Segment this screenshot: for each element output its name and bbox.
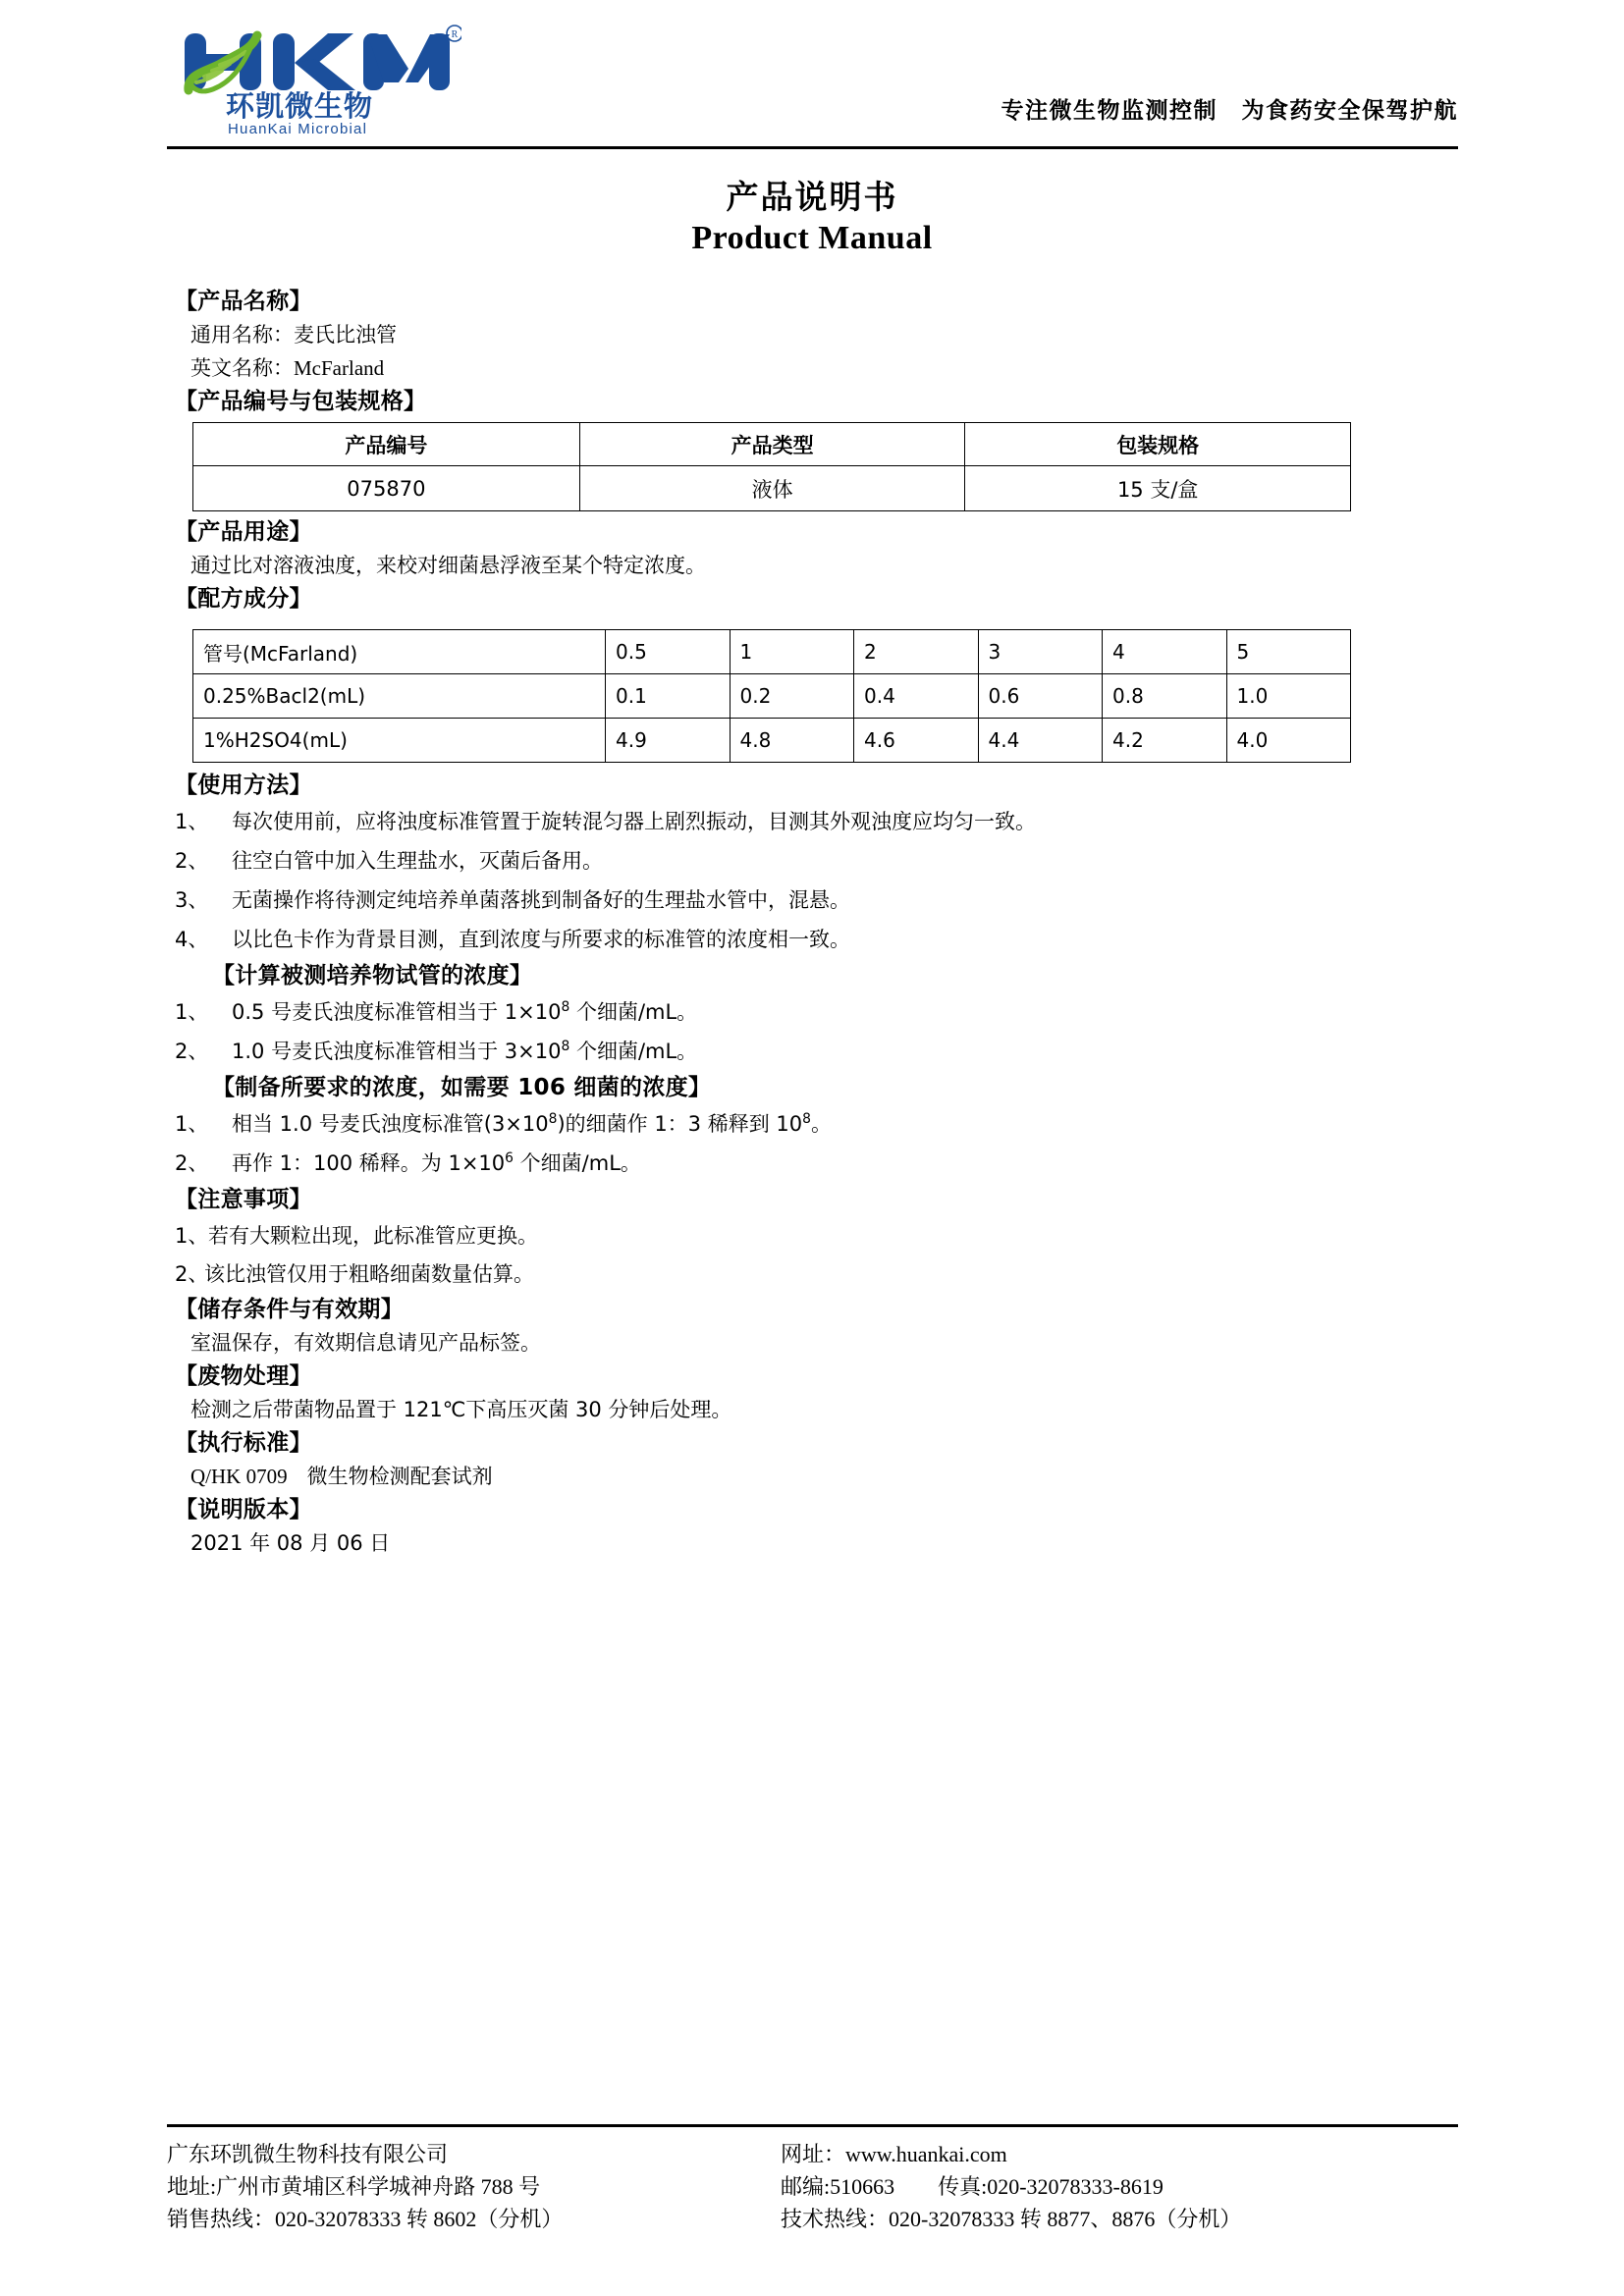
page-header <box>167 22 1458 137</box>
version-date: 2021 年 08 月 06 日 <box>190 1531 391 1555</box>
usage-item <box>175 920 1451 959</box>
footer-website: 网址：www.huankai.com <box>781 2142 1007 2166</box>
footer-column-right <box>781 2138 1241 2235</box>
usage-item-text: 无菌操作将待测定纯培养单菌落挑到制备好的生理盐水管中，混悬。 <box>232 888 850 912</box>
formula-cell: 0.1 <box>606 674 731 719</box>
formula-cell: 4.6 <box>854 719 979 763</box>
caution-item <box>175 1255 1451 1293</box>
usage-item-text: 以比色卡作为背景目测，直到浓度与所要求的标准管的浓度相一致。 <box>232 928 850 951</box>
col-header-package-spec: 包装规格 <box>965 423 1351 466</box>
calc-item-text <box>232 992 697 1032</box>
calc-item-text <box>232 1032 697 1071</box>
standard-name: 微生物检测配套试剂 <box>306 1465 493 1488</box>
calc-item-exponent: 8 <box>561 999 570 1015</box>
footer-address: 地址:广州市黄埔区科学城神舟路 788 号 <box>167 2174 541 2199</box>
usage-item-number: 3、 <box>175 888 209 912</box>
prepare-exponent-2: 8 <box>802 1111 811 1127</box>
formula-cell: 4.8 <box>730 719 854 763</box>
section-heading-calc-concentration: 【计算被测培养物试管的浓度】 <box>212 963 533 988</box>
table-row <box>193 466 1351 511</box>
formula-cell: 4.9 <box>606 719 731 763</box>
prepare-item <box>175 1104 1451 1144</box>
section-heading-waste: 【废物处理】 <box>175 1363 312 1389</box>
product-common-name-value: 麦氏比浊管 <box>294 323 397 347</box>
document-body <box>175 285 1451 1560</box>
prepare-part-3: 。 <box>810 1112 832 1136</box>
waste-text: 检测之后带菌物品置于 121℃下高压灭菌 30 分钟后处理。 <box>190 1398 732 1421</box>
product-english-name-line <box>175 351 1451 385</box>
section-heading-prepare-concentration: 【制备所要求的浓度，如需要 106 细菌的浓度】 <box>212 1075 712 1100</box>
caution-item <box>175 1216 1451 1255</box>
table-header-row <box>193 423 1351 466</box>
calc-item-pre: 0.5 号麦氏浊度标准管相当于 1×10 <box>232 1000 562 1024</box>
caution-item-number: 2、 <box>175 1262 209 1286</box>
col-header-product-code: 产品编号 <box>193 423 580 466</box>
formula-cell: 1 <box>730 630 854 674</box>
formula-cell: 4.2 <box>1103 719 1227 763</box>
caution-item-text: 若有大颗粒出现，此标准管应更换。 <box>208 1224 538 1248</box>
prepare-part-2: )的细菌作 1：3 稀释到 10 <box>557 1112 803 1136</box>
calc-item <box>175 992 1451 1032</box>
hkm-logo-icon <box>167 22 461 137</box>
product-common-name-label: 通用名称： <box>190 323 294 347</box>
prepare-part-2: 个细菌/mL。 <box>513 1151 641 1175</box>
cell-product-code: 075870 <box>193 466 580 511</box>
svg-text:HuanKai Microbial: HuanKai Microbial <box>228 121 368 137</box>
table-row <box>193 674 1351 719</box>
prepare-item-number: 2、 <box>175 1151 209 1175</box>
prepare-exponent-1: 6 <box>505 1150 514 1166</box>
formula-cell: 2 <box>854 630 979 674</box>
usage-item-number: 4、 <box>175 928 209 951</box>
footer-divider <box>167 2124 1458 2127</box>
calc-item-pre: 1.0 号麦氏浊度标准管相当于 3×10 <box>232 1040 562 1063</box>
formula-cell: 0.5 <box>606 630 731 674</box>
section-heading-storage: 【储存条件与有效期】 <box>175 1297 404 1322</box>
calc-item-post: 个细菌/mL。 <box>569 1000 698 1024</box>
header-tagline: 专注微生物监测控制 为食药安全保驾护航 <box>1001 98 1458 124</box>
prepare-item-text <box>232 1104 832 1144</box>
product-common-name-line <box>175 318 1451 351</box>
section-heading-usage: 【使用方法】 <box>175 773 312 798</box>
usage-item <box>175 802 1451 841</box>
page-title-en: Product Manual <box>691 220 933 256</box>
usage-item-number: 1、 <box>175 810 209 833</box>
formula-cell: 1.0 <box>1226 674 1351 719</box>
formula-row-label: 0.25%Bacl2(mL) <box>193 674 606 719</box>
formula-row-label: 管号(McFarland) <box>193 630 606 674</box>
section-heading-code-spec: 【产品编号与包装规格】 <box>175 389 427 414</box>
footer-sales-hotline: 销售热线：020-32078333 转 8602（分机） <box>167 2207 564 2231</box>
footer-postcode-fax: 邮编:510663 传真:020-32078333-8619 <box>781 2174 1164 2199</box>
svg-text:环凯微生物: 环凯微生物 <box>226 89 374 123</box>
company-logo <box>167 22 461 137</box>
section-heading-product-name: 【产品名称】 <box>175 289 312 314</box>
usage-item-text: 每次使用前，应将浊度标准管置于旋转混匀器上剧烈振动，目测其外观浊度应均匀一致。 <box>232 810 1036 833</box>
storage-text: 室温保存，有效期信息请见产品标签。 <box>190 1331 541 1355</box>
caution-item-number: 1、 <box>175 1224 209 1248</box>
purpose-text: 通过比对溶液浊度，来校对细菌悬浮液至某个特定浓度。 <box>190 554 706 577</box>
product-english-name-value: McFarland <box>294 356 385 380</box>
calc-item <box>175 1032 1451 1071</box>
section-heading-standard: 【执行标准】 <box>175 1430 312 1456</box>
table-row <box>193 630 1351 674</box>
calc-item-post: 个细菌/mL。 <box>569 1040 698 1063</box>
page-title-cn: 产品说明书 <box>726 178 898 216</box>
section-heading-purpose: 【产品用途】 <box>175 519 312 545</box>
usage-item-number: 2、 <box>175 849 209 873</box>
prepare-item <box>175 1144 1451 1183</box>
prepare-exponent-1: 8 <box>548 1111 558 1127</box>
cell-product-type: 液体 <box>579 466 965 511</box>
caution-item-text: 该比浊管仅用于粗略细菌数量估算。 <box>204 1262 534 1286</box>
table-row <box>193 719 1351 763</box>
footer-tech-hotline: 技术热线：020-32078333 转 8877、8876（分机） <box>781 2207 1242 2231</box>
header-divider <box>167 146 1458 149</box>
footer-column-left <box>167 2138 563 2235</box>
section-heading-formula: 【配方成分】 <box>175 586 312 612</box>
standard-line <box>175 1460 1451 1493</box>
product-code-table <box>192 422 1351 511</box>
calc-item-number: 2、 <box>175 1040 209 1063</box>
footer-company: 广东环凯微生物科技有限公司 <box>167 2142 449 2166</box>
calc-item-number: 1、 <box>175 1000 209 1024</box>
formula-cell: 0.2 <box>730 674 854 719</box>
formula-cell: 0.8 <box>1103 674 1227 719</box>
registered-mark-icon <box>447 26 461 41</box>
section-heading-version: 【说明版本】 <box>175 1497 312 1522</box>
usage-item <box>175 841 1451 881</box>
prepare-item-number: 1、 <box>175 1112 209 1136</box>
prepare-part-1: 再作 1：100 稀释。为 1×10 <box>232 1151 506 1175</box>
usage-item <box>175 881 1451 920</box>
standard-code: Q/HK 0709 <box>190 1465 288 1488</box>
formula-cell: 4.4 <box>978 719 1103 763</box>
prepare-item-text <box>232 1144 641 1183</box>
col-header-product-type: 产品类型 <box>579 423 965 466</box>
formula-cell: 4.0 <box>1226 719 1351 763</box>
prepare-part-1: 相当 1.0 号麦氏浊度标准管(3×10 <box>232 1112 549 1136</box>
formula-cell: 0.4 <box>854 674 979 719</box>
usage-item-text: 往空白管中加入生理盐水，灭菌后备用。 <box>232 849 603 873</box>
formula-cell: 4 <box>1103 630 1227 674</box>
formula-cell: 5 <box>1226 630 1351 674</box>
svg-text:R: R <box>451 29 459 40</box>
formula-cell: 3 <box>978 630 1103 674</box>
section-heading-cautions: 【注意事项】 <box>175 1187 312 1212</box>
calc-item-exponent: 8 <box>561 1039 570 1054</box>
cell-package-spec: 15 支/盒 <box>965 466 1351 511</box>
product-english-name-label: 英文名称： <box>190 356 294 380</box>
formula-cell: 0.6 <box>978 674 1103 719</box>
formula-table <box>192 629 1351 763</box>
formula-row-label: 1%H2SO4(mL) <box>193 719 606 763</box>
